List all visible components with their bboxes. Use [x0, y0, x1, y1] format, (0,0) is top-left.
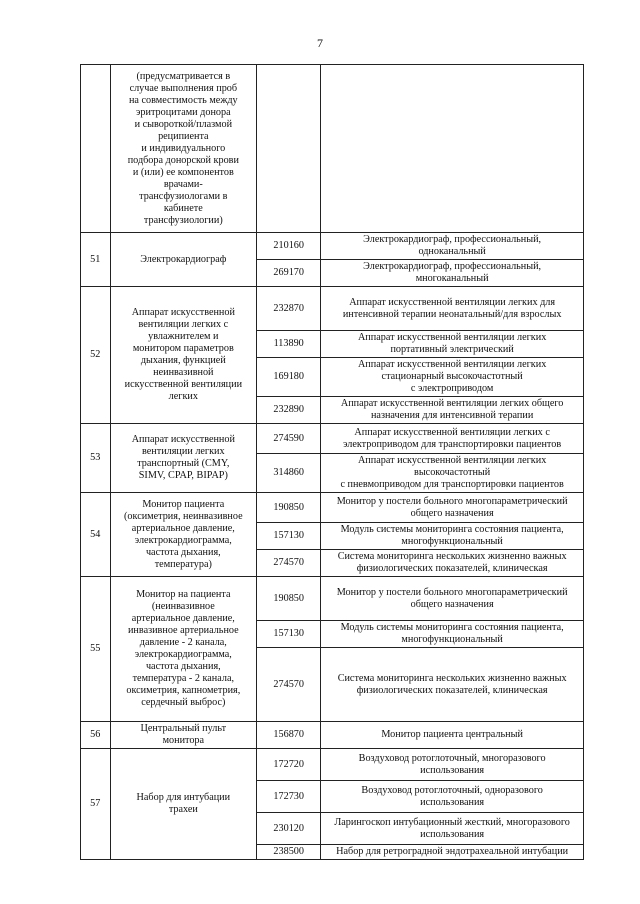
text-line: оксиметрия, капнометрия, — [126, 685, 241, 696]
text-line: Аппарат искусственной вентиляции легких — [357, 455, 547, 466]
text-line: вентиляции легких — [142, 446, 225, 457]
text-line: Аппарат искусственной — [131, 307, 235, 318]
text-line: общего назначения — [410, 507, 494, 519]
table-row — [81, 287, 584, 331]
text-line: физиологических показателей, клиническая — [356, 563, 548, 574]
text-line: стационарный высокочастотный — [381, 371, 523, 382]
table-row — [81, 65, 584, 233]
nomenclature-code: 238500 — [257, 845, 321, 860]
text-line: Монитор у постели больного многопараметрический — [336, 586, 568, 598]
table-row — [81, 493, 584, 523]
text-line: Аппарат искусственной вентиляции легких с — [354, 426, 550, 438]
text-line: искусственной вентиляции — [124, 379, 243, 390]
nomenclature-code: 157130 — [257, 523, 321, 550]
text-line: Аппарат искусственной вентиляции легких общего — [340, 398, 564, 409]
text-line: частота дыхания, — [145, 661, 221, 672]
nomenclature-code: 230120 — [257, 813, 321, 845]
text-line: Электрокардиограф, профессиональный, — [363, 261, 542, 272]
text-line: трахеи — [168, 804, 198, 815]
text-line: Монитор пациента — [142, 498, 225, 510]
nomenclature-code: 274570 — [257, 550, 321, 577]
row-number: 53 — [81, 424, 111, 493]
text-line: кабинете — [163, 202, 203, 214]
text-line: Электрокардиограф — [140, 253, 227, 265]
text-line: электрокардиограмма, — [134, 534, 232, 546]
text-line: Воздуховод ротоглоточный, одноразового — [361, 784, 543, 796]
text-line: и сывороткой/плазмой — [134, 118, 233, 130]
text-line: Ларингоскоп интубационный жесткий, многоразового — [334, 816, 570, 828]
text-line: с пневмоприводом для транспортировки пациентов — [340, 479, 564, 490]
nomenclature-code: 172720 — [257, 749, 321, 781]
text-line: использования — [420, 828, 485, 840]
nomenclature-code: 269170 — [257, 260, 321, 287]
nomenclature-description — [321, 648, 584, 722]
equipment-name — [110, 749, 257, 860]
nomenclature-description — [321, 331, 584, 358]
text-line: артериальное давление, — [131, 522, 235, 534]
text-line: температура - 2 канала, — [132, 673, 235, 684]
equipment-name — [110, 424, 257, 493]
text-line: использования — [420, 796, 485, 808]
equipment-name — [110, 577, 257, 722]
table-row — [81, 722, 584, 749]
text-line: артериальное давление, — [131, 613, 235, 624]
text-line: температура) — [154, 558, 212, 570]
text-line: Аппарат искусственной вентиляции легких для — [349, 296, 556, 308]
nomenclature-description — [321, 550, 584, 577]
nomenclature-description — [321, 621, 584, 648]
nomenclature-code: 172730 — [257, 781, 321, 813]
text-line: сердечный выброс) — [141, 697, 226, 708]
text-line: физиологических показателей, клиническая — [356, 684, 548, 696]
text-line: общего назначения — [410, 598, 494, 610]
text-line: Монитор у постели больного многопараметрический — [336, 495, 568, 507]
text-line: Воздуховод ротоглоточный, многоразового — [358, 752, 546, 764]
table-row — [81, 424, 584, 454]
text-line: многофункциональный — [401, 634, 503, 645]
nomenclature-description — [321, 65, 584, 233]
nomenclature-code: 232890 — [257, 397, 321, 424]
nomenclature-code: 190850 — [257, 493, 321, 523]
equipment-name — [110, 493, 257, 577]
text-line: транспортный (CMY, — [137, 458, 230, 469]
nomenclature-description — [321, 845, 584, 860]
row-number: 56 — [81, 722, 111, 749]
text-line: трансфузиологами в — [139, 190, 228, 202]
text-line: (оксиметрия, неинвазивное — [124, 510, 243, 522]
text-line: Модуль системы мониторинга состояния пациента, — [340, 524, 564, 535]
text-line: случае выполнения проб — [129, 82, 238, 94]
text-line: Монитор на пациента — [136, 589, 231, 600]
text-line: интенсивной терапии неонатальный/для взрослых — [342, 308, 562, 320]
text-line: использования — [420, 764, 485, 776]
text-line: SIMV, CPAP, BIPAP) — [138, 470, 228, 481]
equipment-name — [110, 233, 257, 287]
text-line: увлажнителем и — [148, 331, 219, 342]
nomenclature-code: 210160 — [257, 233, 321, 260]
nomenclature-description — [321, 493, 584, 523]
row-number: 57 — [81, 749, 111, 860]
text-line: эритроцитами донора — [136, 106, 231, 118]
text-line: Аппарат искусственной — [131, 434, 235, 445]
text-line: Центральный пульт — [140, 723, 227, 734]
nomenclature-description — [321, 813, 584, 845]
text-line: легких — [168, 391, 198, 402]
text-line: (предусматривается в — [136, 70, 231, 82]
row-number: 51 — [81, 233, 111, 287]
nomenclature-description — [321, 260, 584, 287]
nomenclature-code: 113890 — [257, 331, 321, 358]
row-number — [81, 65, 111, 233]
text-line: реципиента — [158, 130, 209, 142]
nomenclature-description — [321, 577, 584, 621]
table-row — [81, 233, 584, 260]
text-line: Монитор пациента центральный — [381, 729, 523, 740]
equipment-name — [110, 65, 257, 233]
text-line: Система мониторинга нескольких жизненно важных — [337, 672, 567, 684]
equipment-name — [110, 722, 257, 749]
nomenclature-code: 232870 — [257, 287, 321, 331]
nomenclature-description — [321, 397, 584, 424]
text-line: (неинвазивное — [151, 601, 215, 612]
equipment-name — [110, 287, 257, 424]
text-line: одноканальный — [418, 246, 486, 257]
nomenclature-code: 190850 — [257, 577, 321, 621]
row-number: 55 — [81, 577, 111, 722]
text-line: Модуль системы мониторинга состояния пациента, — [340, 622, 564, 633]
nomenclature-description — [321, 523, 584, 550]
page-number: 7 — [317, 36, 323, 50]
text-line: монитора — [162, 735, 205, 746]
text-line: многофункциональный — [401, 536, 503, 547]
nomenclature-description — [321, 749, 584, 781]
nomenclature-description — [321, 358, 584, 397]
text-line: на совместимость между — [128, 94, 238, 106]
nomenclature-description — [321, 781, 584, 813]
text-line: дыхания, функцией — [140, 355, 226, 366]
nomenclature-code: 274570 — [257, 648, 321, 722]
nomenclature-code — [257, 65, 321, 233]
text-line: портативный электрический — [390, 344, 514, 355]
nomenclature-code: 156870 — [257, 722, 321, 749]
text-line: давление - 2 канала, — [139, 637, 227, 648]
nomenclature-description — [321, 424, 584, 454]
text-line: Набор для ретроградной эндотрахеальной интубации — [336, 846, 569, 857]
text-line: Набор для интубации — [136, 792, 231, 803]
table-row — [81, 577, 584, 621]
nomenclature-code: 169180 — [257, 358, 321, 397]
nomenclature-code: 157130 — [257, 621, 321, 648]
text-line: трансфузиологии) — [143, 214, 223, 226]
row-number: 52 — [81, 287, 111, 424]
nomenclature-code: 314860 — [257, 454, 321, 493]
nomenclature-description — [321, 722, 584, 749]
text-line: неинвазивной — [153, 367, 214, 378]
table-body — [81, 65, 584, 860]
text-line: назначения для интенсивной терапии — [370, 410, 534, 421]
text-line: частота дыхания, — [145, 546, 221, 558]
text-line: с электроприводом — [410, 383, 494, 394]
text-line: и индивидуального — [141, 142, 226, 154]
equipment-table — [80, 64, 584, 860]
text-line: электроприводом для транспортировки пациентов — [343, 438, 562, 450]
text-line: врачами- — [163, 178, 203, 190]
text-line: Электрокардиограф, профессиональный, — [363, 234, 542, 245]
row-number: 54 — [81, 493, 111, 577]
nomenclature-code: 274590 — [257, 424, 321, 454]
text-line: высокочастотный — [414, 467, 491, 478]
text-line: Аппарат искусственной вентиляции легких — [357, 332, 547, 343]
text-line: подбора донорской крови — [127, 154, 239, 166]
text-line: Аппарат искусственной вентиляции легких — [357, 359, 547, 370]
text-line: инвазивное артериальное — [127, 625, 239, 636]
table-row — [81, 749, 584, 781]
text-line: монитором параметров — [132, 343, 234, 354]
text-line: и (или) ее компонентов — [132, 166, 234, 178]
nomenclature-description — [321, 454, 584, 493]
nomenclature-description — [321, 287, 584, 331]
text-line: вентиляции легких с — [138, 319, 229, 330]
nomenclature-description — [321, 233, 584, 260]
text-line: Система мониторинга нескольких жизненно важных — [337, 551, 567, 562]
text-line: многоканальный — [415, 273, 489, 284]
text-line: электрокардиограмма, — [134, 649, 232, 660]
